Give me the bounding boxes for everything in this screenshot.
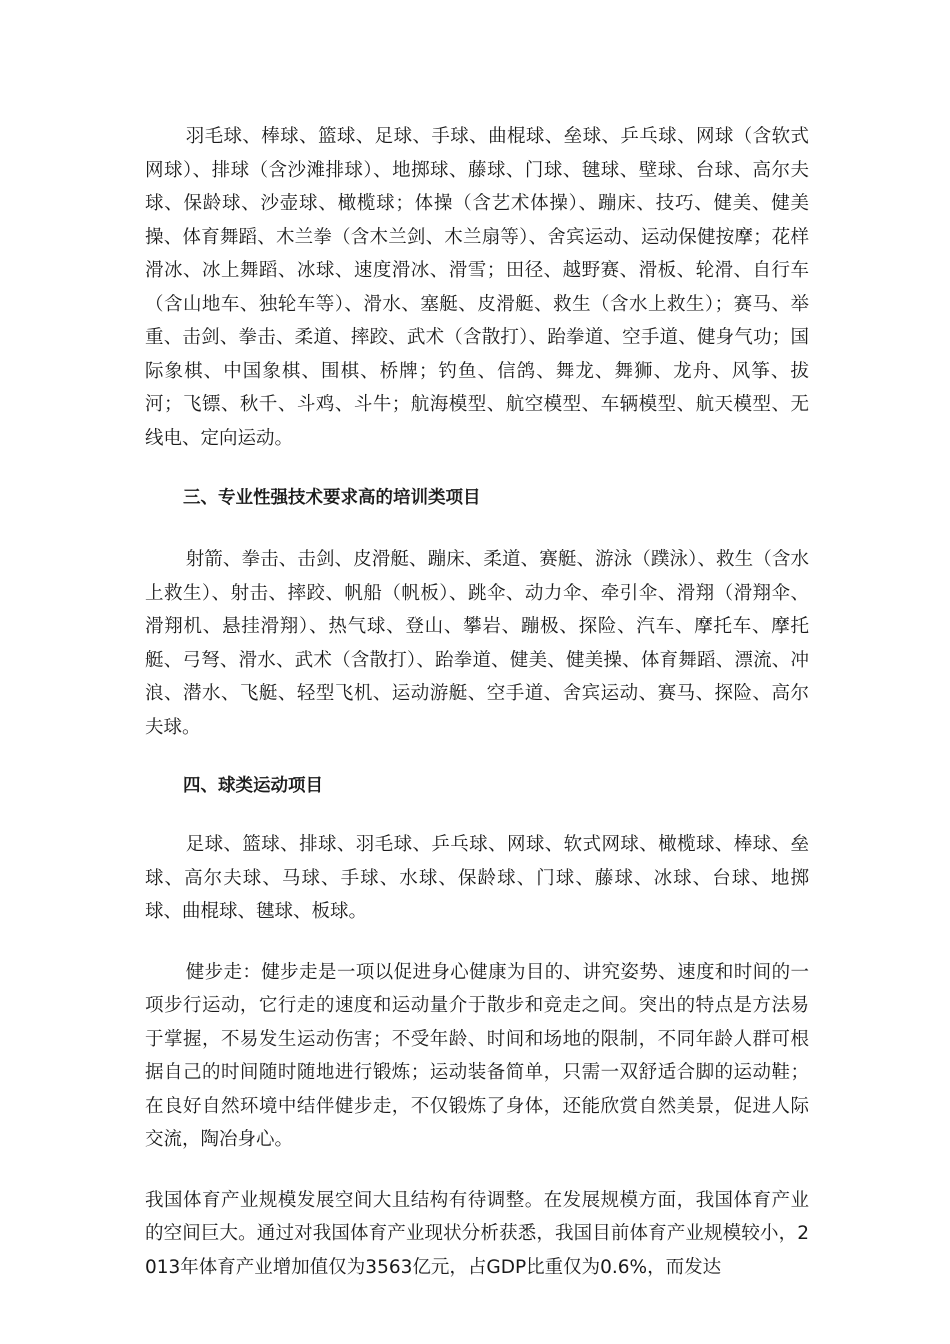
industry-paragraph: 我国体育产业规模发展空间大且结构有待调整。在发展规模方面，我国体育产业的空间巨大。通过对我国体育产业现状分析获悉，我国目前体育产业规模较小，2013年体育产业增加值仅为3563亿元，占GDP比重仅为0.6%，而发达 (145, 1189, 809, 1278)
document-page (145, 120, 809, 1284)
section-heading-training: 三、专业性强技术要求高的培训类项目 (183, 488, 481, 508)
training-list-paragraph: 射箭、拳击、击剑、皮滑艇、蹦床、柔道、赛艇、游泳（蹼泳）、救生（含水上救生）、射击、摔跤、帆船（帆板）、跳伞、动力伞、牵引伞、滑翔（滑翔伞、滑翔机、悬挂滑翔）、热气球、登山、攀岩、蹦极、探险、汽车、摩托车、摩托艇、弓弩、滑水、武术（含散打）、跆拳道、健美、健美操、体育舞蹈、漂流、冲浪、潜水、飞艇、轻型飞机、运动游艇、空手道、舍宾运动、赛马、探险、高尔夫球。 (145, 549, 809, 738)
walking-paragraph: 健步走：健步走是一项以促进身心健康为目的、讲究姿势、速度和时间的一项步行运动，它行走的速度和运动量介于散步和竞走之间。突出的特点是方法易于掌握，不易发生运动伤害；不受年龄、时间和场地的限制，不同年龄人群可根据自己的时间随时随地进行锻炼；运动装备简单，只需一双舒适合脚的运动鞋；在良好自然环境中结伴健步走，不仅锻炼了身体，还能欣赏自然美景，促进人际交流，陶冶身心。 (145, 961, 809, 1150)
ball-sports-paragraph: 足球、篮球、排球、羽毛球、乒乓球、网球、软式网球、橄榄球、棒球、垒球、高尔夫球、马球、手球、水球、保龄球、门球、藤球、冰球、台球、地掷球、曲棍球、毽球、板球。 (145, 834, 809, 922)
sports-list-paragraph: 羽毛球、棒球、篮球、足球、手球、曲棍球、垒球、乒乓球、网球（含软式网球）、排球（含沙滩排球）、地掷球、藤球、门球、毽球、壁球、台球、高尔夫球、保龄球、沙壶球、橄榄球；体操（含艺术体操）、蹦床、技巧、健美、健美操、体育舞蹈、木兰拳（含木兰剑、木兰扇等）、舍宾运动、运动保健按摩；花样滑冰、冰上舞蹈、冰球、速度滑冰、滑雪；田径、越野赛、滑板、轮滑、自行车（含山地车、独轮车等）、滑水、塞艇、皮滑艇、救生（含水上救生）；赛马、举重、击剑、拳击、柔道、摔跤、武术（含散打）、跆拳道、空手道、健身气功；国际象棋、中国象棋、围棋、桥牌；钓鱼、信鸽、舞龙、舞狮、龙舟、风筝、拔河；飞镖、秋千、斗鸡、斗牛；航海模型、航空模型、车辆模型、航天模型、无线电、定向运动。 (145, 126, 809, 449)
section-heading-ball-sports: 四、球类运动项目 (183, 776, 323, 796)
